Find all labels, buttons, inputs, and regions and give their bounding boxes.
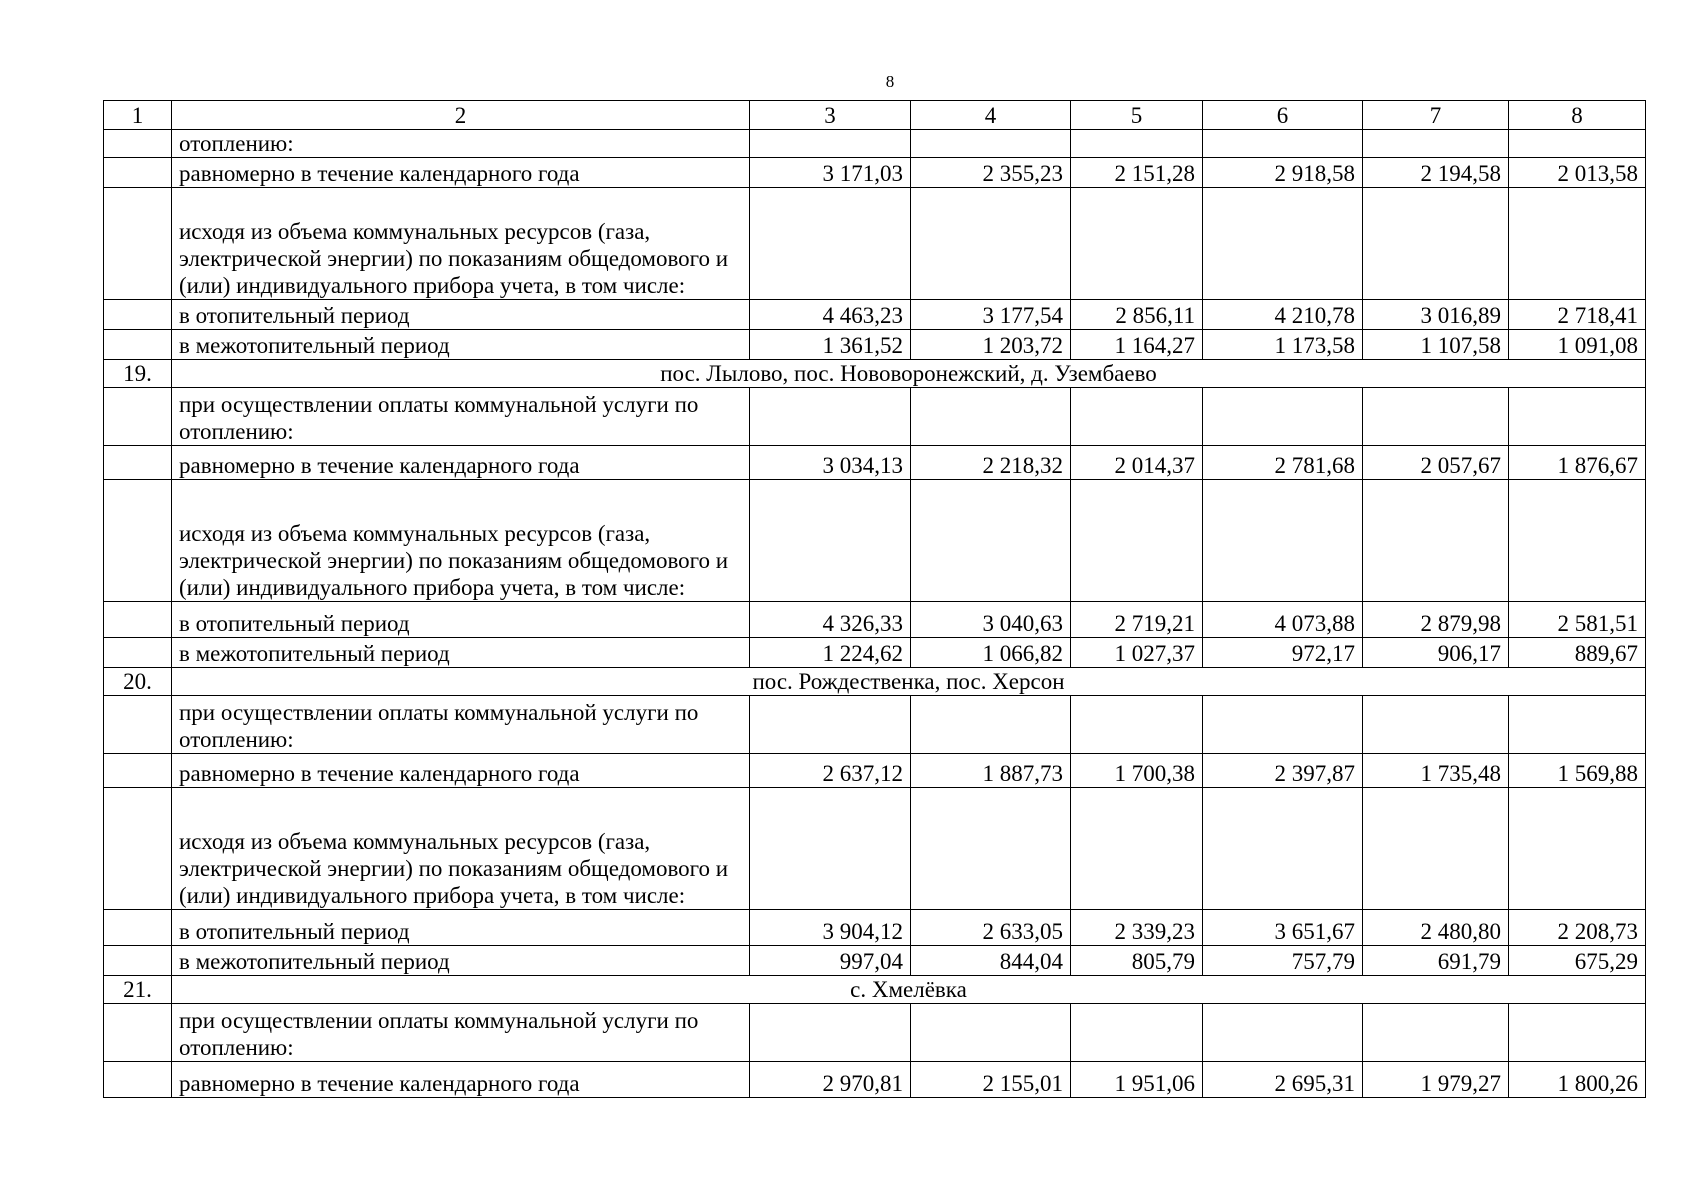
value-cell: 1 569,88: [1509, 754, 1646, 788]
value-cell: [1071, 696, 1203, 754]
value-cell: 2 879,98: [1363, 602, 1509, 638]
row-label: исходя из объема коммунальных ресурсов (газа, электрической энергии) по показаниям общедомового и (или) индивидуального прибора учета, в том числе:: [172, 480, 750, 602]
table-row: [104, 1062, 1646, 1098]
row-number-cell: [104, 1004, 172, 1062]
value-cell: 675,29: [1509, 946, 1646, 976]
table-row: [104, 300, 1646, 330]
value-cell: 3 034,13: [750, 446, 911, 480]
value-cell: 2 208,73: [1509, 910, 1646, 946]
section-number: 21.: [104, 976, 172, 1004]
table-row: [104, 446, 1646, 480]
value-cell: [1071, 480, 1203, 602]
value-cell: 1 091,08: [1509, 330, 1646, 360]
row-label: равномерно в течение календарного года: [172, 754, 750, 788]
value-cell: 4 326,33: [750, 602, 911, 638]
table-row: [104, 602, 1646, 638]
value-cell: [1509, 130, 1646, 158]
value-cell: [1071, 130, 1203, 158]
header-cell: 2: [172, 101, 750, 130]
value-cell: 972,17: [1203, 638, 1363, 668]
value-cell: 1 887,73: [911, 754, 1071, 788]
value-cell: 1 700,38: [1071, 754, 1203, 788]
value-cell: 844,04: [911, 946, 1071, 976]
value-cell: 1 876,67: [1509, 446, 1646, 480]
row-number-cell: [104, 388, 172, 446]
value-cell: 4 463,23: [750, 300, 911, 330]
value-cell: 2 856,11: [1071, 300, 1203, 330]
row-label: исходя из объема коммунальных ресурсов (газа, электрической энергии) по показаниям общедомового и (или) индивидуального прибора учета, в том числе:: [172, 188, 750, 300]
value-cell: 2 014,37: [1071, 446, 1203, 480]
header-cell: 8: [1509, 101, 1646, 130]
value-cell: [1203, 188, 1363, 300]
table-row: [104, 946, 1646, 976]
table-row: [104, 388, 1646, 446]
row-number-cell: [104, 946, 172, 976]
tariff-table: [103, 100, 1646, 1098]
row-label: в отопительный период: [172, 602, 750, 638]
value-cell: 2 918,58: [1203, 158, 1363, 188]
value-cell: [1363, 480, 1509, 602]
row-number-cell: [104, 158, 172, 188]
value-cell: [911, 388, 1071, 446]
section-title: пос. Рождественка, пос. Херсон: [172, 668, 1646, 696]
value-cell: 1 735,48: [1363, 754, 1509, 788]
value-cell: 4 073,88: [1203, 602, 1363, 638]
row-number-cell: [104, 910, 172, 946]
table-row: [104, 330, 1646, 360]
section-header-row: [104, 668, 1646, 696]
value-cell: 2 155,01: [911, 1062, 1071, 1098]
value-cell: [1363, 788, 1509, 910]
section-title: пос. Лылово, пос. Нововоронежский, д. Узембаево: [172, 360, 1646, 388]
section-number: 19.: [104, 360, 172, 388]
value-cell: [1071, 188, 1203, 300]
value-cell: [1363, 1004, 1509, 1062]
value-cell: [1071, 388, 1203, 446]
row-label: при осуществлении оплаты коммунальной услуги по отоплению:: [172, 696, 750, 754]
value-cell: 1 107,58: [1363, 330, 1509, 360]
value-cell: [1071, 788, 1203, 910]
value-cell: 3 904,12: [750, 910, 911, 946]
row-number-cell: [104, 300, 172, 330]
value-cell: 2 633,05: [911, 910, 1071, 946]
page-number: 8: [885, 72, 895, 91]
row-number-cell: [104, 1062, 172, 1098]
value-cell: [1203, 696, 1363, 754]
value-cell: [1203, 1004, 1363, 1062]
value-cell: 2 151,28: [1071, 158, 1203, 188]
value-cell: 1 800,26: [1509, 1062, 1646, 1098]
row-number-cell: [104, 330, 172, 360]
value-cell: [1363, 188, 1509, 300]
section-header-row: [104, 976, 1646, 1004]
row-label: исходя из объема коммунальных ресурсов (газа, электрической энергии) по показаниям общедомового и (или) индивидуального прибора учета, в том числе:: [172, 788, 750, 910]
row-label: при осуществлении оплаты коммунальной услуги по отоплению:: [172, 388, 750, 446]
table-row: [104, 788, 1646, 910]
value-cell: 2 397,87: [1203, 754, 1363, 788]
value-cell: [1509, 480, 1646, 602]
value-cell: 889,67: [1509, 638, 1646, 668]
row-label: в межотопительный период: [172, 638, 750, 668]
value-cell: [1509, 788, 1646, 910]
header-cell: 3: [750, 101, 911, 130]
table-row: [104, 158, 1646, 188]
value-cell: 2 718,41: [1509, 300, 1646, 330]
value-cell: 1 173,58: [1203, 330, 1363, 360]
header-cell: 7: [1363, 101, 1509, 130]
value-cell: 2 637,12: [750, 754, 911, 788]
value-cell: 1 361,52: [750, 330, 911, 360]
row-number-cell: [104, 480, 172, 602]
value-cell: [1203, 130, 1363, 158]
table-row: [104, 130, 1646, 158]
value-cell: 997,04: [750, 946, 911, 976]
value-cell: [911, 480, 1071, 602]
value-cell: [911, 696, 1071, 754]
value-cell: 2 339,23: [1071, 910, 1203, 946]
value-cell: 2 218,32: [911, 446, 1071, 480]
value-cell: [1363, 696, 1509, 754]
table-row: [104, 910, 1646, 946]
value-cell: [750, 1004, 911, 1062]
value-cell: [750, 188, 911, 300]
value-cell: [1509, 188, 1646, 300]
row-label: в отопительный период: [172, 300, 750, 330]
value-cell: 3 016,89: [1363, 300, 1509, 330]
row-number-cell: [104, 130, 172, 158]
table-row: [104, 638, 1646, 668]
value-cell: [1509, 1004, 1646, 1062]
value-cell: [1203, 788, 1363, 910]
row-label: при осуществлении оплаты коммунальной услуги по отоплению:: [172, 1004, 750, 1062]
row-label: в межотопительный период: [172, 946, 750, 976]
value-cell: 3 040,63: [911, 602, 1071, 638]
row-label: равномерно в течение календарного года: [172, 446, 750, 480]
table-row: [104, 1004, 1646, 1062]
value-cell: 2 581,51: [1509, 602, 1646, 638]
row-number-cell: [104, 696, 172, 754]
value-cell: [750, 480, 911, 602]
row-number-cell: [104, 446, 172, 480]
table-row: [104, 696, 1646, 754]
value-cell: 3 651,67: [1203, 910, 1363, 946]
value-cell: [750, 788, 911, 910]
row-label: в межотопительный период: [172, 330, 750, 360]
value-cell: [911, 1004, 1071, 1062]
column-number-header-row: [104, 101, 1646, 130]
value-cell: 3 177,54: [911, 300, 1071, 330]
row-label: отоплению:: [172, 130, 750, 158]
section-header-row: [104, 360, 1646, 388]
value-cell: 2 480,80: [1363, 910, 1509, 946]
row-number-cell: [104, 754, 172, 788]
value-cell: [911, 188, 1071, 300]
value-cell: 906,17: [1363, 638, 1509, 668]
value-cell: 1 979,27: [1363, 1062, 1509, 1098]
value-cell: 1 164,27: [1071, 330, 1203, 360]
header-cell: 6: [1203, 101, 1363, 130]
value-cell: [1509, 388, 1646, 446]
value-cell: [911, 130, 1071, 158]
row-number-cell: [104, 602, 172, 638]
value-cell: [750, 130, 911, 158]
row-number-cell: [104, 788, 172, 910]
value-cell: 691,79: [1363, 946, 1509, 976]
row-label: в отопительный период: [172, 910, 750, 946]
row-number-cell: [104, 638, 172, 668]
table-row: [104, 754, 1646, 788]
value-cell: 1 224,62: [750, 638, 911, 668]
value-cell: [1071, 1004, 1203, 1062]
section-title: с. Хмелёвка: [172, 976, 1646, 1004]
header-cell: 1: [104, 101, 172, 130]
table-row: [104, 480, 1646, 602]
value-cell: 2 013,58: [1509, 158, 1646, 188]
section-number: 20.: [104, 668, 172, 696]
row-number-cell: [104, 188, 172, 300]
value-cell: 1 951,06: [1071, 1062, 1203, 1098]
value-cell: [911, 788, 1071, 910]
value-cell: 2 781,68: [1203, 446, 1363, 480]
value-cell: [1509, 696, 1646, 754]
value-cell: 1 066,82: [911, 638, 1071, 668]
table-row: [104, 188, 1646, 300]
value-cell: 1 027,37: [1071, 638, 1203, 668]
value-cell: 757,79: [1203, 946, 1363, 976]
value-cell: 805,79: [1071, 946, 1203, 976]
value-cell: [1363, 130, 1509, 158]
value-cell: [1203, 480, 1363, 602]
value-cell: 2 719,21: [1071, 602, 1203, 638]
value-cell: [1363, 388, 1509, 446]
header-cell: 4: [911, 101, 1071, 130]
value-cell: 4 210,78: [1203, 300, 1363, 330]
value-cell: 1 203,72: [911, 330, 1071, 360]
value-cell: [1203, 388, 1363, 446]
value-cell: 2 057,67: [1363, 446, 1509, 480]
value-cell: [750, 388, 911, 446]
header-cell: 5: [1071, 101, 1203, 130]
value-cell: [750, 696, 911, 754]
value-cell: 3 171,03: [750, 158, 911, 188]
value-cell: 2 970,81: [750, 1062, 911, 1098]
value-cell: 2 355,23: [911, 158, 1071, 188]
value-cell: 2 695,31: [1203, 1062, 1363, 1098]
row-label: равномерно в течение календарного года: [172, 158, 750, 188]
value-cell: 2 194,58: [1363, 158, 1509, 188]
row-label: равномерно в течение календарного года: [172, 1062, 750, 1098]
